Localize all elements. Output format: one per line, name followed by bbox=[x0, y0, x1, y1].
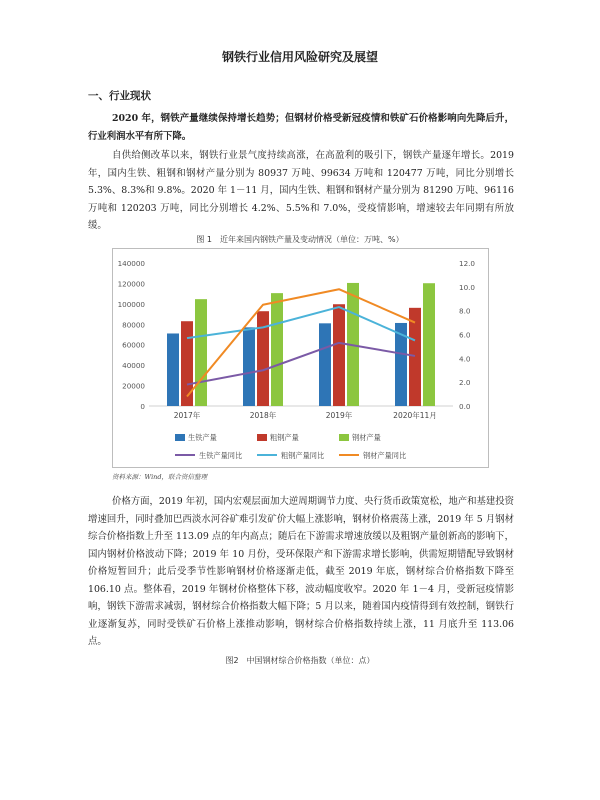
section-heading: 一、行业现状 bbox=[88, 90, 151, 102]
y-right-tick-label: 8.0 bbox=[459, 306, 471, 316]
legend-label: 生铁产量同比 bbox=[199, 451, 243, 460]
y-right-tick-label: 2.0 bbox=[459, 378, 471, 388]
legend-swatch-bar-0 bbox=[175, 434, 185, 441]
chart-source-note: 资料来源：Wind，联合资信整理 bbox=[112, 473, 207, 481]
lead-paragraph: 2020 年，钢铁产量继续保持增长趋势；但钢材价格受新冠疫情和铁矿石价格影响向先降后升，行业利润水平有所下降。 bbox=[88, 113, 514, 142]
x-tick-label: 2019年 bbox=[325, 411, 353, 420]
production-chart-frame bbox=[112, 248, 489, 468]
figure-1-caption: 图 1 近年来国内钢铁产量及变动情况（单位：万吨、%） bbox=[196, 235, 404, 244]
y-right-tick-label: 4.0 bbox=[459, 354, 471, 364]
figure-2-caption: 图2 中国钢材综合价格指数（单位：点） bbox=[225, 656, 375, 665]
bar-2-1 bbox=[271, 293, 283, 406]
bar-1-0 bbox=[181, 321, 193, 406]
y-right-tick-label: 0.0 bbox=[459, 402, 471, 411]
bar-2-3 bbox=[423, 283, 435, 406]
y-left-tick-label: 140000 bbox=[117, 259, 145, 268]
y-right-tick-label: 6.0 bbox=[459, 330, 471, 340]
legend-swatch-bar-2 bbox=[339, 434, 349, 441]
y-left-tick-label: 120000 bbox=[117, 279, 145, 289]
y-right-tick-label: 10.0 bbox=[459, 282, 476, 292]
y-left-tick-label: 20000 bbox=[122, 381, 145, 391]
bar-1-2 bbox=[333, 304, 345, 406]
line-series-1 bbox=[187, 307, 415, 340]
bar-2-0 bbox=[195, 299, 207, 406]
body-paragraph-price: 价格方面，2019 年初，国内宏观层面加大逆周期调节力度、央行货币政策宽松，地产和基建投资增速回升，同时叠加巴西淡水河谷矿难引发矿价大幅上涨影响，钢材价格震荡上涨，2019 年 5 月钢材综合价格指数上升至 113.09 点的年内高点；随后在下游需求增速放缓以及粗钢产量创新高的影响下，国内钢材价格波动下降；2019 年 10 月份，受环保限产和下游需求增长影响，供需短期错配导致钢材价格短暂回升；此后受季节性影响钢材价格逐渐走低，截至 2019 年底，钢材综合价格指数下降至 106.10 点。整体看，2019 年钢材价格整体下移，波动幅度收窄。2020 年 1－4 月，受新冠疫情影响，钢铁下游需求减弱，钢材综合价格指数大幅下降；5 月以来，随着国内疫情得到有效控制，钢铁行业逐渐复苏，同时受铁矿石价格上涨推动影响，钢材综合价格指数持续上涨，11 月底升至 113.06 点。 bbox=[88, 496, 514, 647]
legend-label: 钢材产量 bbox=[352, 433, 381, 442]
y-left-tick-label: 100000 bbox=[117, 299, 145, 309]
bar-0-2 bbox=[319, 323, 331, 406]
x-tick-label: 2017年 bbox=[173, 411, 201, 420]
legend-label: 粗钢产量 bbox=[270, 433, 299, 442]
legend-swatch-bar-1 bbox=[257, 434, 267, 441]
x-tick-label: 2018年 bbox=[249, 411, 277, 420]
legend-label: 钢材产量同比 bbox=[363, 451, 407, 460]
y-left-tick-label: 0 bbox=[140, 402, 145, 411]
x-tick-label: 2020年11月 bbox=[393, 411, 437, 420]
bar-0-0 bbox=[167, 333, 179, 406]
y-left-tick-label: 60000 bbox=[122, 340, 145, 350]
body-paragraph-production: 自供给侧改革以来，钢铁行业景气度持续高涨，在高盈利的吸引下，钢铁产量逐年增长。2019 年，国内生铁、粗钢和钢材产量分别为 80937 万吨、99634 万吨和 120477 万吨，同比分别增长 5.3%、8.3%和 9.8%。2020 年 1－11 月，国内生铁、粗钢和钢材产量分别为 81290 万吨、96116 万吨和 120203 万吨，同比分别增长 4.2%、5.5%和 7.0%，受疫情影响，增速较去年同期有所放缓。 bbox=[88, 150, 514, 231]
legend-label: 生铁产量 bbox=[188, 433, 217, 442]
y-right-tick-label: 12.0 bbox=[459, 259, 476, 268]
production-chart bbox=[113, 249, 488, 467]
legend-label: 粗钢产量同比 bbox=[281, 451, 325, 460]
bar-0-1 bbox=[243, 327, 255, 406]
document-title: 钢铁行业信用风险研究及展望 bbox=[221, 50, 378, 64]
y-left-tick-label: 80000 bbox=[122, 320, 145, 330]
line-series-2 bbox=[187, 289, 415, 396]
y-left-tick-label: 40000 bbox=[122, 361, 145, 371]
line-series-0 bbox=[187, 343, 415, 385]
